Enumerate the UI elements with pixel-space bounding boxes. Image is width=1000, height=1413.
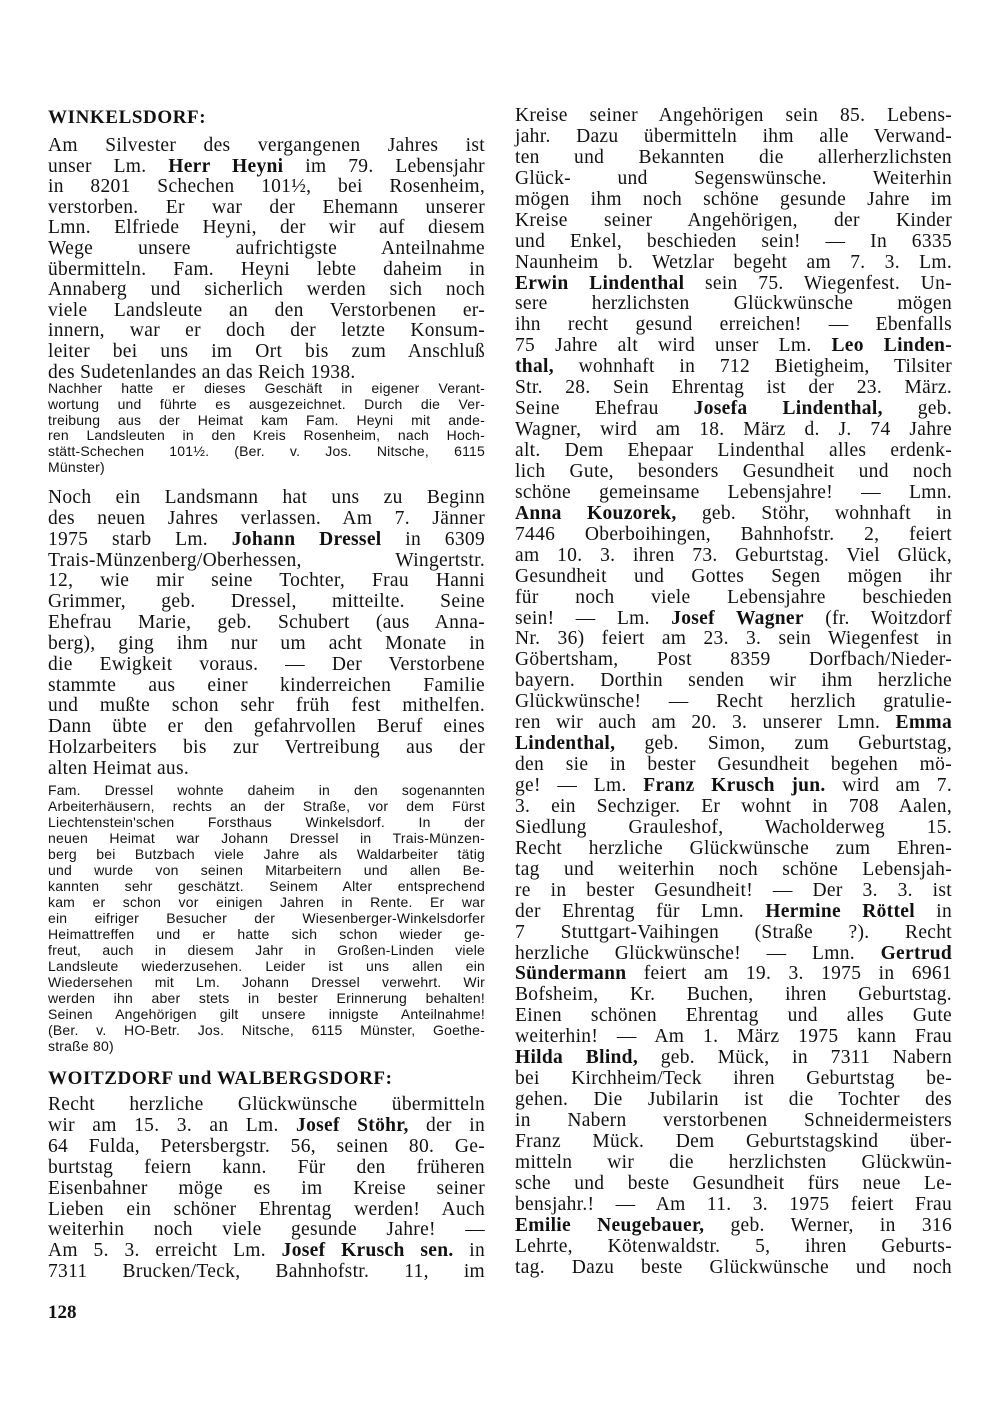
text-line: Münster) (48, 458, 105, 475)
text-line: ren Landsleuten in den Kreis Rosenheim, nach Hoch- (48, 427, 485, 444)
text-line: Naunheim b. Wetzlar begeht am 7. 3. Lm. (515, 251, 952, 273)
text-line: freut, auch in diesem Jahr in Großen-Linden viele (48, 942, 485, 958)
text-line: alt. Dem Ehepaar Lindenthal alles erdenk- (515, 440, 952, 461)
note-dressel-report (48, 782, 485, 1054)
text-line: kam er schon vor einigen Jahren in Rente. Er war (48, 894, 485, 910)
text-line (515, 357, 952, 378)
text-segment: geb. (882, 398, 952, 420)
text-segment: herzliche Glückwünsche! — Lmn. (515, 942, 881, 964)
text-line: Wiedersehen mit Lm. Johann Dressel verwehrt. Wir (48, 974, 485, 990)
text-line: bei Kirchheim/Teck ihren Geburtstag be- (515, 1068, 952, 1090)
text-line: sche und beste Gesundheit fürs neue Le- (515, 1172, 952, 1194)
text-line: Dann übte er den gefahrvollen Beruf eines (48, 716, 485, 738)
person-name: Josef Stöhr, (296, 1114, 409, 1136)
text-line: Franz Mück. Dem Geburtstagskind über- (515, 1130, 952, 1152)
text-line: sere herzlichsten Glückwünsche mögen (515, 293, 952, 315)
paragraph-birthday-greetings-start (48, 1095, 485, 1283)
text-line: Str. 28. Sein Ehrentag ist der 23. März. (515, 377, 952, 399)
text-line: Glückwünsche! — Recht herzlich gratulie- (515, 691, 952, 713)
person-name: Johann Dressel (231, 528, 382, 550)
text-line: Fam. Dressel wohnte daheim in den sogenannten (48, 782, 485, 798)
paragraph-birthday-greetings-continued (515, 106, 952, 1279)
text-line: Nachher hatte er dieses Geschäft in eigener Verant- (48, 380, 485, 396)
text-line: Lehrte, Kötenwaldstr. 5, ihren Geburts- (515, 1235, 952, 1257)
text-line: wortung und führte es ausgezeichnet. Durch die Ver- (48, 395, 485, 412)
text-segment: wir am 15. 3. an Lm. (48, 1114, 297, 1136)
text-line: Glück- und Segenswünsche. Weiterhin (515, 167, 952, 189)
person-name: Lindenthal, (515, 733, 616, 755)
text-segment: 1975 starb Lm. (48, 528, 232, 550)
text-line: Lieben ein schöner Ehrentag werden! Auch (48, 1198, 485, 1220)
text-line: des neuen Jahres verlassen. Am 7. Jänner (48, 507, 485, 529)
text-line: alten Heimat aus. (48, 757, 190, 779)
text-line: berg), ging ihm nur um acht Monate in (48, 632, 485, 654)
text-line: die Ewigkeit voraus. — Der Verstorbene (48, 653, 485, 675)
text-line (48, 1116, 485, 1137)
text-line: Ehefrau Marie, geb. Schubert (aus Anna- (48, 612, 485, 634)
text-line (515, 944, 952, 965)
text-line: 7446 Oberboihingen, Bahnhofstr. 2, feiert (515, 523, 952, 545)
text-line: tag und weiterhin noch schöne Lebensjah- (515, 858, 952, 880)
text-segment: feiert am 19. 3. 1975 in 6961 (626, 963, 952, 985)
text-line: bensjahr.! — Am 11. 3. 1975 feiert Frau (515, 1193, 952, 1215)
text-line (515, 504, 952, 525)
text-line: Siedlung Grauleshof, Wacholderweg 15. (515, 816, 952, 838)
text-line: und wurde von seinen Mitarbeitern und allen Be- (48, 862, 485, 878)
text-line: am 10. 3. ihren 73. Geburtstag. Viel Glück, (515, 544, 952, 566)
text-line: straße 80) (48, 1038, 114, 1054)
text-segment: geb. Simon, zum Geburtstag, (615, 733, 952, 755)
text-line: treibung aus der Heimat kam Fam. Heyni mit ande- (48, 411, 485, 428)
text-segment: 75 Jahre alt wird unser Lm. (515, 335, 832, 357)
text-line: ihn recht gesund erreichen! — Ebenfalls (515, 314, 952, 336)
text-line: 7 Stuttgart-Vaihingen (Straße ?). Recht (515, 921, 952, 943)
text-line: für noch viele Lebensjahre beschieden (515, 586, 952, 608)
text-segment: ren wir auch am 20. 3. unserer Lmn. (515, 712, 896, 734)
paragraph-heyni-obituary (48, 136, 485, 383)
text-line (515, 1048, 952, 1069)
text-line: viele Landsleute an den Verstorbenen er- (48, 299, 485, 321)
text-segment: in 6309 (381, 528, 485, 550)
text-segment: ge! — Lm. (515, 775, 644, 796)
text-line: Arbeiterhäusern, rechts an der Straße, vor dem Fürst (48, 798, 485, 814)
text-line: Einen schönen Ehrentag und alles Gute (515, 1005, 952, 1027)
text-line: ein eifriger Besucher der Wiesenberger-Winkelsdorfer (48, 910, 485, 926)
person-name: Leo Linden- (831, 335, 952, 357)
text-segment: in (914, 900, 952, 922)
text-line: Liechtenstein'schen Forsthaus Winkelsdorf. In der (48, 814, 485, 830)
text-line: Wege unsere aufrichtigste Anteilnahme (48, 237, 485, 259)
text-line: Recht herzliche Glückwünsche zum Ehren- (515, 837, 952, 859)
text-segment: der Ehrentag für Lmn. (515, 900, 766, 922)
text-segment: geb. Stöhr, wohnhaft in (676, 502, 952, 524)
text-segment: Seine Ehefrau (515, 398, 694, 420)
text-segment: sein 75. Wiegenfest. Un- (684, 272, 952, 294)
text-line: in 8201 Schechen 101½, bei Rosenheim, (48, 176, 485, 198)
text-line: 64 Fulda, Petersbergstr. 56, seinen 80. Ge- (48, 1135, 485, 1157)
text-line: Kreise seiner Angehörigen sein 85. Lebens- (515, 105, 952, 126)
text-segment: Am 5. 3. erreicht Lm. (48, 1240, 282, 1262)
person-name: Herr Heyni (168, 155, 284, 177)
text-line: 12, wie mir seine Tochter, Frau Hanni (48, 570, 485, 592)
text-line: burtstag feiern kann. Für den früheren (48, 1156, 485, 1178)
text-line (515, 399, 952, 420)
text-line: gehen. Die Jubilarin ist die Tochter des (515, 1089, 952, 1111)
text-line (515, 734, 952, 755)
text-line: Annaberg und sicherlich werden sich noch (48, 279, 485, 301)
text-segment: in (453, 1240, 485, 1262)
text-line: weiterhin noch viele gesunde Jahre! — (48, 1219, 485, 1241)
text-line (515, 776, 952, 797)
text-line: übermitteln. Fam. Heyni lebte daheim in (48, 258, 485, 280)
text-line: kannten sehr geschätzt. Seinem Alter entsprechend (48, 878, 485, 894)
text-line: 7311 Brucken/Teck, Bahnhofstr. 11, im (48, 1261, 485, 1283)
text-line (515, 274, 952, 295)
text-line: Wagner, wird am 18. März d. J. 74 Jahre (515, 419, 952, 441)
text-line (515, 964, 952, 985)
person-name: Sündermann (515, 963, 627, 985)
text-line: schöne gemeinsame Lebensjahre! — Lmn. (515, 481, 952, 503)
text-line: Holzarbeiters bis zur Vertreibung aus der (48, 737, 485, 759)
person-name: Hilda Blind, (515, 1047, 638, 1069)
person-name: Josef Wagner (671, 607, 804, 629)
text-line: stammte aus einer kinderreichen Familie (48, 674, 485, 696)
text-line: Heimattreffen und er hatte sich schon wieder ge- (48, 926, 485, 942)
text-line: Noch ein Landsmann hat uns zu Beginn (48, 487, 485, 508)
text-segment: sein! — Lm. (515, 607, 672, 629)
text-segment: unser Lm. (48, 155, 169, 177)
text-line (48, 157, 485, 178)
text-line: mitteln wir die herzlichsten Glückwün- (515, 1151, 952, 1173)
text-line: bayern. Dorthin senden wir ihm herzliche (515, 670, 952, 692)
person-name: Franz Krusch jun. (643, 775, 826, 796)
text-line: werden ihn aber stets in bester Erinnerung behalten! (48, 990, 485, 1006)
text-line: Grimmer, geb. Dressel, mitteilte. Seine (48, 591, 485, 613)
text-line: Kreise seiner Angehörigen, der Kinder (515, 209, 952, 231)
text-line: Bofsheim, Kr. Buchen, ihren Geburtstag. (515, 984, 952, 1006)
note-heyni-report (48, 381, 485, 476)
text-line: innern, war er doch der letzte Konsum- (48, 320, 485, 342)
section-heading-woitzdorf-walbergsdorf: WOITZDORF und WALBERGSDORF: (48, 1068, 393, 1089)
text-segment: wohnhaft in 712 Bietigheim, Tilsiter (553, 356, 952, 378)
text-line: Am Silvester des vergangenen Jahres ist (48, 135, 485, 156)
text-line (515, 1216, 952, 1237)
text-line: Lmn. Elfriede Heyni, der wir auf diesem (48, 217, 485, 239)
text-segment: (fr. Woitzdorf (803, 607, 952, 629)
person-name: Emma (895, 712, 952, 734)
person-name: Josefa Lindenthal, (693, 398, 883, 420)
text-line (515, 902, 952, 923)
person-name: Erwin Lindenthal (515, 272, 685, 294)
text-line: re in bester Gesundheit! — Der 3. 3. ist (515, 879, 952, 901)
page-number: 128 (48, 1302, 77, 1323)
text-line: den sie in bester Gesundheit begehen mö- (515, 754, 952, 776)
person-name: Hermine Röttel (765, 900, 915, 922)
text-line (515, 609, 952, 630)
text-line: Recht herzliche Glückwünsche übermitteln (48, 1094, 485, 1115)
text-line: jahr. Dazu übermitteln ihm alle Verwand- (515, 125, 952, 147)
text-line (515, 336, 952, 357)
text-line: und Enkel, beschieden sein! — In 6335 (515, 230, 952, 252)
text-line (48, 530, 485, 551)
text-segment: wird am 7. (825, 775, 953, 796)
person-name: Anna Kouzorek, (515, 502, 677, 524)
text-line: (Ber. v. HO-Betr. Jos. Nitsche, 6115 Münster, Goethe- (48, 1022, 485, 1038)
text-line: berg bei Butzbach viele Jahre als Waldarbeiter tätig (48, 846, 485, 862)
text-line: Landsleute wiederzusehen. Leider ist uns allen ein (48, 958, 485, 974)
text-line: lich Gute, besonders Gesundheit und noch (515, 460, 952, 482)
text-line: Seinen Angehörigen gilt unsere innigste Anteilnahme! (48, 1006, 485, 1022)
text-line: 3. ein Sechziger. Er wohnt in 708 Aalen, (515, 795, 952, 817)
text-line: ten und Bekannten die allerherzlichsten (515, 146, 952, 168)
text-line: Gesundheit und Gottes Segen mögen ihr (515, 565, 952, 587)
person-name: thal, (515, 356, 554, 378)
person-name: Gertrud (880, 942, 952, 964)
paragraph-dressel-obituary (48, 488, 485, 780)
text-line: des Sudetenlandes an das Reich 1938. (48, 361, 356, 383)
person-name: Emilie Neugebauer, (515, 1214, 705, 1236)
text-line: Göbertsham, Post 8359 Dorfbach/Nieder- (515, 649, 952, 671)
text-segment: geb. Werner, in 316 (704, 1214, 952, 1236)
section-heading-winkelsdorf: WINKELSDORF: (48, 107, 207, 128)
text-line: mögen ihm noch schöne gesunde Jahre im (515, 188, 952, 210)
text-line: tag. Dazu beste Glückwünsche und noch (515, 1256, 952, 1278)
text-line (515, 713, 952, 734)
text-segment: im 79. Lebensjahr (283, 155, 485, 177)
text-line: weiterhin! — Am 1. März 1975 kann Frau (515, 1026, 952, 1048)
person-name: Josef Krusch sen. (281, 1240, 454, 1262)
text-line: Trais-Münzenberg/Oberhessen, Wingertstr. (48, 549, 485, 571)
text-line: stätt-Schechen 101½. (Ber. v. Jos. Nitsche, 6115 (48, 443, 485, 460)
text-line: Nr. 36) feiert am 23. 3. sein Wiegenfest in (515, 628, 952, 650)
text-line: verstorben. Er war der Ehemann unserer (48, 196, 485, 218)
text-line: in Nabern verstorbenen Schneidermeisters (515, 1110, 952, 1131)
text-line (48, 1241, 485, 1262)
text-segment: der in (408, 1114, 485, 1136)
text-line: leiter bei uns im Ort bis zum Anschluß (48, 340, 485, 362)
text-segment: geb. Mück, in 7311 Nabern (638, 1047, 952, 1069)
text-line: neuen Heimat war Johann Dressel in Trais-Münzen- (48, 830, 485, 846)
text-line: und mußte schon sehr früh fest mithelfen. (48, 695, 485, 717)
text-line: Eisenbahner möge es im Kreise seiner (48, 1177, 485, 1199)
